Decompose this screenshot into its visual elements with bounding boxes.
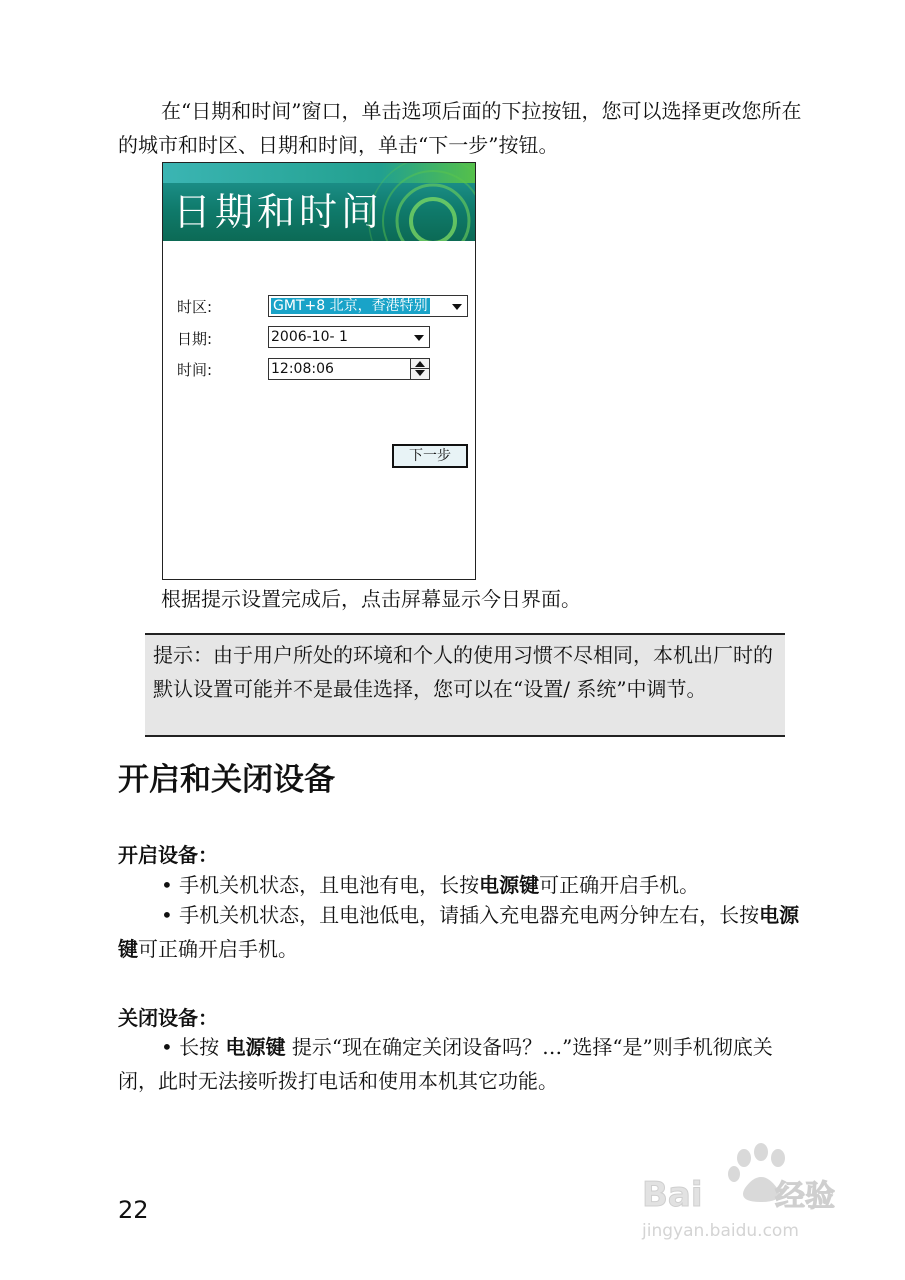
spin-down-icon[interactable] — [415, 370, 425, 376]
after-setup-text: 根据提示设置完成后，点击屏幕显示今日界面。 — [161, 587, 581, 611]
time-label: 时间: — [177, 361, 213, 379]
svg-text:jingyan.baidu.com: jingyan.baidu.com — [642, 1221, 799, 1241]
baidu-watermark-logo — [640, 1140, 860, 1250]
chevron-down-icon[interactable] — [414, 335, 424, 341]
date-select[interactable] — [268, 326, 430, 348]
date-value: 2006-10- 1 — [271, 329, 348, 345]
spin-up-icon[interactable] — [415, 361, 425, 367]
intro-paragraph: 在“日期和时间”窗口，单击选项后面的下拉按钮，您可以选择更改您所在的城市和时区、日期和时间，单击“下一步”按钮。 — [118, 99, 802, 157]
tip-text: 提示：由于用户所处的环境和个人的使用习惯不尽相同，本机出厂时的默认设置可能并不是最佳选择，您可以在“设置/ 系统”中调节。 — [153, 643, 773, 701]
device-screenshot — [162, 162, 476, 580]
chevron-down-icon[interactable] — [452, 304, 462, 310]
power-off-item: • 长按 电源键 提示“现在确定关闭设备吗？…”选择“是”则手机彻底关闭，此时无法接听拨打电话和使用本机其它功能。 — [118, 1035, 773, 1093]
next-button[interactable]: 下一步 — [392, 444, 468, 468]
date-label: 日期: — [177, 330, 213, 348]
power-off-heading: 关闭设备： — [118, 1006, 218, 1030]
spin-buttons[interactable] — [410, 359, 429, 379]
power-on-item-1: • 手机关机状态，且电池有电，长按电源键可正确开启手机。 — [161, 873, 700, 897]
device-header — [163, 163, 475, 241]
section-heading: 开启和关闭设备 — [118, 762, 335, 798]
timezone-select[interactable] — [268, 295, 468, 317]
timezone-value: GMT+8 北京，香港特别 — [273, 298, 428, 314]
timezone-label: 时区: — [177, 298, 213, 316]
svg-text:Bai: Bai — [642, 1175, 703, 1215]
power-on-heading: 开启设备： — [118, 843, 218, 867]
time-stepper[interactable] — [268, 358, 430, 380]
device-title: 日期和时间 — [173, 190, 384, 234]
page-number: 22 — [118, 1196, 149, 1224]
time-value: 12:08:06 — [271, 361, 334, 377]
power-on-item-2: • 手机关机状态，且电池低电，请插入充电器充电两分钟左右，长按电源键可正确开启手机。 — [118, 903, 800, 961]
tip-box — [145, 633, 785, 737]
svg-text:经验: 经验 — [775, 1179, 835, 1214]
